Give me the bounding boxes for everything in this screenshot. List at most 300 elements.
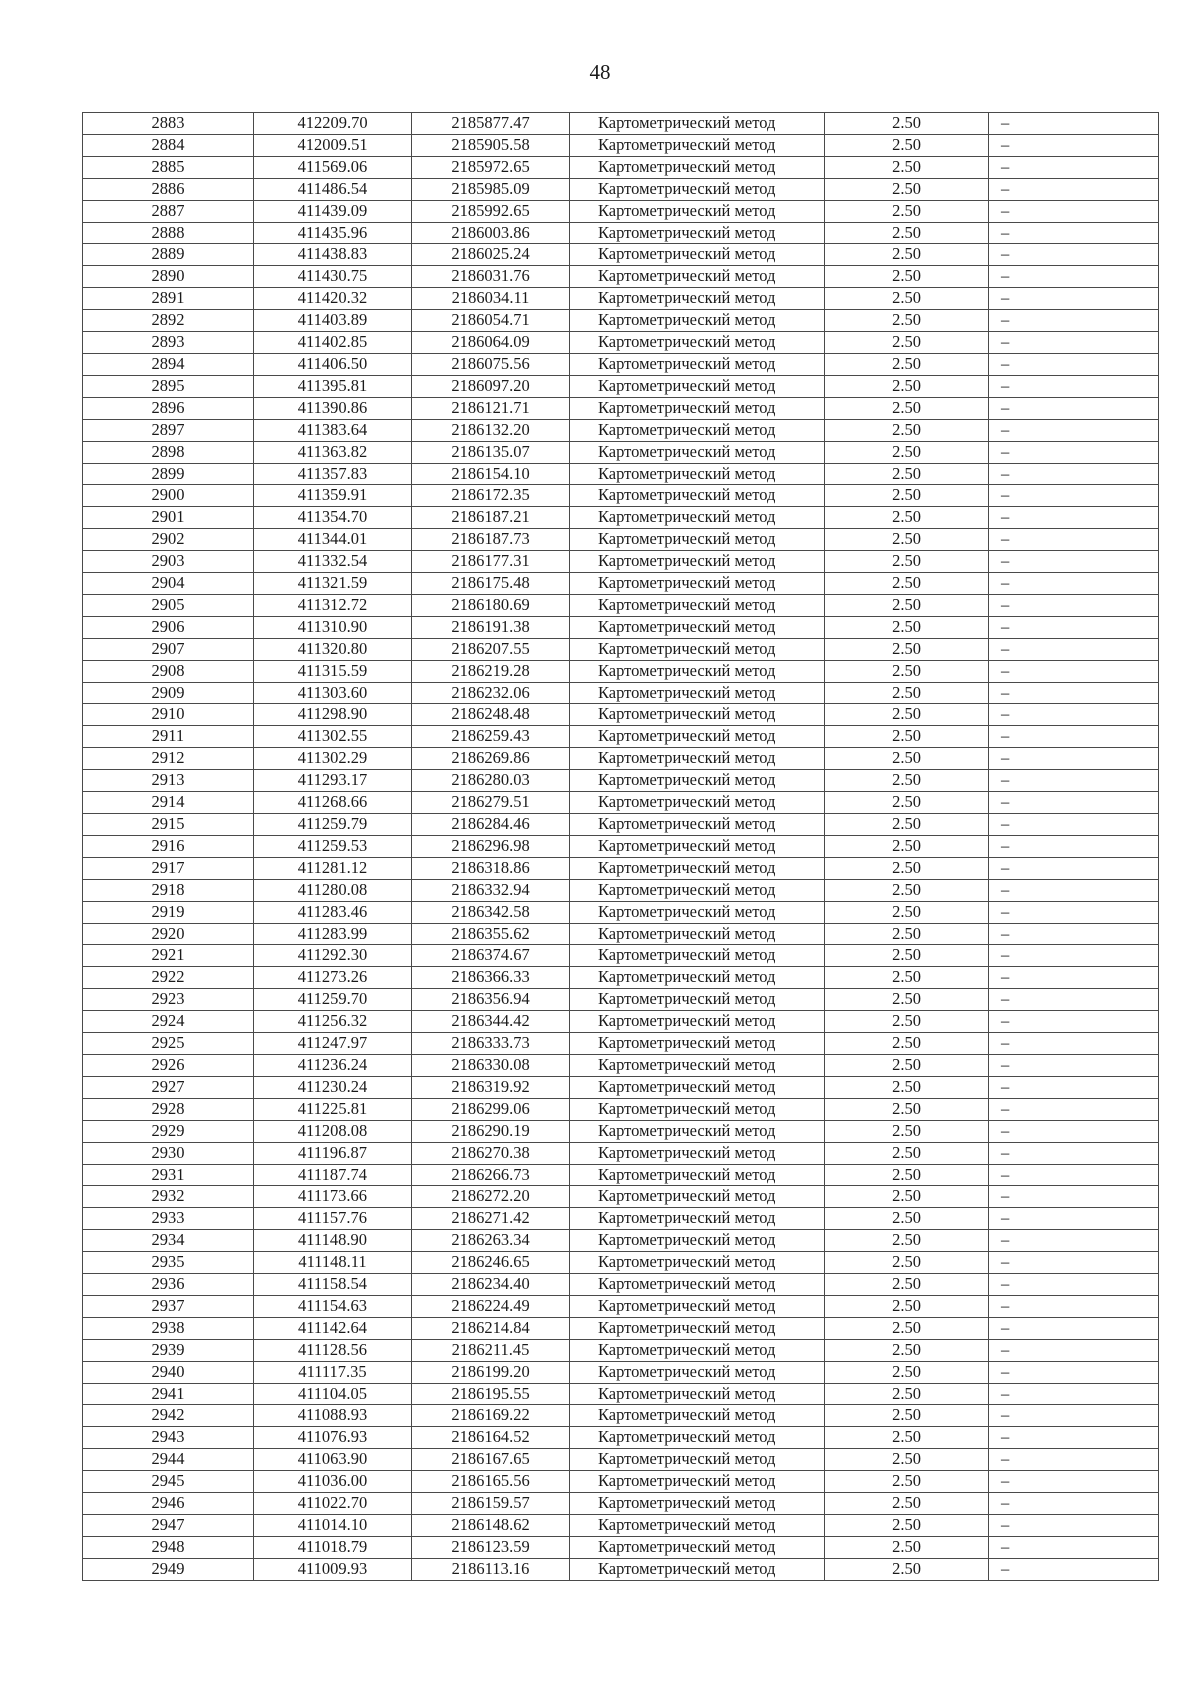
note-cell: – [989,1536,1159,1558]
accuracy-cell: 2.50 [825,353,989,375]
table-row [83,1449,1159,1471]
note-cell: – [989,332,1159,354]
y-coordinate-cell: 2186113.16 [412,1558,570,1580]
x-coordinate-cell: 411283.99 [254,923,412,945]
accuracy-cell: 2.50 [825,1558,989,1580]
accuracy-cell: 2.50 [825,989,989,1011]
accuracy-cell: 2.50 [825,332,989,354]
table-row [83,156,1159,178]
y-coordinate-cell: 2185985.09 [412,178,570,200]
accuracy-cell: 2.50 [825,463,989,485]
note-cell: – [989,419,1159,441]
table-row [83,770,1159,792]
point-number-cell: 2944 [83,1449,254,1471]
point-number-cell: 2929 [83,1120,254,1142]
method-cell: Картометрический метод [570,156,825,178]
note-cell: – [989,134,1159,156]
point-number-cell: 2921 [83,945,254,967]
point-number-cell: 2893 [83,332,254,354]
point-number-cell: 2935 [83,1252,254,1274]
y-coordinate-cell: 2186207.55 [412,638,570,660]
x-coordinate-cell: 411022.70 [254,1493,412,1515]
note-cell: – [989,1493,1159,1515]
y-coordinate-cell: 2186199.20 [412,1361,570,1383]
method-cell: Картометрический метод [570,397,825,419]
method-cell: Картометрический метод [570,1493,825,1515]
x-coordinate-cell: 411173.66 [254,1186,412,1208]
method-cell: Картометрический метод [570,222,825,244]
method-cell: Картометрический метод [570,1164,825,1186]
accuracy-cell: 2.50 [825,857,989,879]
point-number-cell: 2919 [83,901,254,923]
note-cell: – [989,1186,1159,1208]
table-row [83,1208,1159,1230]
x-coordinate-cell: 411283.46 [254,901,412,923]
accuracy-cell: 2.50 [825,1536,989,1558]
note-cell: – [989,660,1159,682]
table-row [83,1339,1159,1361]
point-number-cell: 2884 [83,134,254,156]
y-coordinate-cell: 2186187.73 [412,529,570,551]
point-number-cell: 2908 [83,660,254,682]
y-coordinate-cell: 2186187.21 [412,507,570,529]
y-coordinate-cell: 2185992.65 [412,200,570,222]
x-coordinate-cell: 411395.81 [254,375,412,397]
x-coordinate-cell: 411236.24 [254,1054,412,1076]
accuracy-cell: 2.50 [825,288,989,310]
method-cell: Картометрический метод [570,332,825,354]
y-coordinate-cell: 2186290.19 [412,1120,570,1142]
x-coordinate-cell: 411009.93 [254,1558,412,1580]
x-coordinate-cell: 411315.59 [254,660,412,682]
accuracy-cell: 2.50 [825,485,989,507]
y-coordinate-cell: 2186248.48 [412,704,570,726]
x-coordinate-cell: 411259.53 [254,835,412,857]
coordinates-table [82,112,1159,1581]
accuracy-cell: 2.50 [825,1405,989,1427]
note-cell: – [989,1471,1159,1493]
note-cell: – [989,1033,1159,1055]
method-cell: Картометрический метод [570,134,825,156]
method-cell: Картометрический метод [570,1427,825,1449]
y-coordinate-cell: 2186234.40 [412,1274,570,1296]
note-cell: – [989,1142,1159,1164]
table-row [83,857,1159,879]
method-cell: Картометрический метод [570,726,825,748]
x-coordinate-cell: 411117.35 [254,1361,412,1383]
note-cell: – [989,923,1159,945]
method-cell: Картометрический метод [570,1339,825,1361]
x-coordinate-cell: 411273.26 [254,967,412,989]
table-row [83,529,1159,551]
point-number-cell: 2933 [83,1208,254,1230]
point-number-cell: 2942 [83,1405,254,1427]
accuracy-cell: 2.50 [825,1493,989,1515]
x-coordinate-cell: 411359.91 [254,485,412,507]
point-number-cell: 2903 [83,551,254,573]
table-row [83,682,1159,704]
y-coordinate-cell: 2186164.52 [412,1427,570,1449]
point-number-cell: 2924 [83,1011,254,1033]
note-cell: – [989,288,1159,310]
note-cell: – [989,1295,1159,1317]
table-row [83,594,1159,616]
accuracy-cell: 2.50 [825,1449,989,1471]
y-coordinate-cell: 2186271.42 [412,1208,570,1230]
method-cell: Картометрический метод [570,1558,825,1580]
point-number-cell: 2901 [83,507,254,529]
table-row [83,1515,1159,1537]
note-cell: – [989,1076,1159,1098]
x-coordinate-cell: 411439.09 [254,200,412,222]
note-cell: – [989,770,1159,792]
point-number-cell: 2915 [83,814,254,836]
point-number-cell: 2923 [83,989,254,1011]
accuracy-cell: 2.50 [825,397,989,419]
table-row [83,967,1159,989]
point-number-cell: 2938 [83,1317,254,1339]
point-number-cell: 2934 [83,1230,254,1252]
x-coordinate-cell: 411187.74 [254,1164,412,1186]
method-cell: Картометрический метод [570,1076,825,1098]
method-cell: Картометрический метод [570,1449,825,1471]
point-number-cell: 2887 [83,200,254,222]
point-number-cell: 2922 [83,967,254,989]
table-row [83,113,1159,135]
x-coordinate-cell: 411390.86 [254,397,412,419]
table-row [83,616,1159,638]
note-cell: – [989,200,1159,222]
note-cell: – [989,638,1159,660]
method-cell: Картометрический метод [570,901,825,923]
point-number-cell: 2945 [83,1471,254,1493]
note-cell: – [989,1361,1159,1383]
table-row [83,704,1159,726]
table-row [83,288,1159,310]
x-coordinate-cell: 411332.54 [254,551,412,573]
accuracy-cell: 2.50 [825,638,989,660]
y-coordinate-cell: 2186172.35 [412,485,570,507]
y-coordinate-cell: 2186064.09 [412,332,570,354]
point-number-cell: 2949 [83,1558,254,1580]
table-row [83,353,1159,375]
accuracy-cell: 2.50 [825,529,989,551]
point-number-cell: 2920 [83,923,254,945]
table-row [83,989,1159,1011]
x-coordinate-cell: 411014.10 [254,1515,412,1537]
method-cell: Картометрический метод [570,266,825,288]
x-coordinate-cell: 411063.90 [254,1449,412,1471]
point-number-cell: 2897 [83,419,254,441]
point-number-cell: 2907 [83,638,254,660]
y-coordinate-cell: 2186003.86 [412,222,570,244]
note-cell: – [989,1011,1159,1033]
table-row [83,1164,1159,1186]
point-number-cell: 2930 [83,1142,254,1164]
point-number-cell: 2912 [83,748,254,770]
note-cell: – [989,704,1159,726]
method-cell: Картометрический метод [570,989,825,1011]
y-coordinate-cell: 2185972.65 [412,156,570,178]
note-cell: – [989,1449,1159,1471]
table-row [83,814,1159,836]
x-coordinate-cell: 411256.32 [254,1011,412,1033]
table-row [83,134,1159,156]
x-coordinate-cell: 412009.51 [254,134,412,156]
y-coordinate-cell: 2186366.33 [412,967,570,989]
x-coordinate-cell: 411280.08 [254,879,412,901]
accuracy-cell: 2.50 [825,200,989,222]
note-cell: – [989,1558,1159,1580]
point-number-cell: 2889 [83,244,254,266]
x-coordinate-cell: 411402.85 [254,332,412,354]
table-row [83,1186,1159,1208]
point-number-cell: 2900 [83,485,254,507]
table-row [83,244,1159,266]
note-cell: – [989,244,1159,266]
accuracy-cell: 2.50 [825,594,989,616]
point-number-cell: 2925 [83,1033,254,1055]
accuracy-cell: 2.50 [825,1076,989,1098]
y-coordinate-cell: 2186034.11 [412,288,570,310]
point-number-cell: 2927 [83,1076,254,1098]
x-coordinate-cell: 411158.54 [254,1274,412,1296]
method-cell: Картометрический метод [570,1033,825,1055]
x-coordinate-cell: 411302.29 [254,748,412,770]
method-cell: Картометрический метод [570,1405,825,1427]
method-cell: Картометрический метод [570,1383,825,1405]
method-cell: Картометрический метод [570,353,825,375]
point-number-cell: 2940 [83,1361,254,1383]
note-cell: – [989,1405,1159,1427]
y-coordinate-cell: 2186272.20 [412,1186,570,1208]
y-coordinate-cell: 2186121.71 [412,397,570,419]
table-row [83,419,1159,441]
method-cell: Картометрический метод [570,1471,825,1493]
y-coordinate-cell: 2186148.62 [412,1515,570,1537]
point-number-cell: 2916 [83,835,254,857]
note-cell: – [989,266,1159,288]
method-cell: Картометрический метод [570,1536,825,1558]
accuracy-cell: 2.50 [825,551,989,573]
table-row [83,1405,1159,1427]
accuracy-cell: 2.50 [825,1098,989,1120]
x-coordinate-cell: 411268.66 [254,792,412,814]
accuracy-cell: 2.50 [825,266,989,288]
accuracy-cell: 2.50 [825,441,989,463]
table-body [83,113,1159,1581]
point-number-cell: 2905 [83,594,254,616]
y-coordinate-cell: 2186123.59 [412,1536,570,1558]
table-row [83,1011,1159,1033]
point-number-cell: 2926 [83,1054,254,1076]
accuracy-cell: 2.50 [825,1011,989,1033]
point-number-cell: 2943 [83,1427,254,1449]
point-number-cell: 2895 [83,375,254,397]
x-coordinate-cell: 412209.70 [254,113,412,135]
y-coordinate-cell: 2186319.92 [412,1076,570,1098]
method-cell: Картометрический метод [570,419,825,441]
note-cell: – [989,551,1159,573]
table-row [83,1558,1159,1580]
accuracy-cell: 2.50 [825,879,989,901]
y-coordinate-cell: 2186159.57 [412,1493,570,1515]
point-number-cell: 2909 [83,682,254,704]
method-cell: Картометрический метод [570,1515,825,1537]
x-coordinate-cell: 411321.59 [254,573,412,595]
accuracy-cell: 2.50 [825,1186,989,1208]
y-coordinate-cell: 2186246.65 [412,1252,570,1274]
x-coordinate-cell: 411354.70 [254,507,412,529]
note-cell: – [989,879,1159,901]
accuracy-cell: 2.50 [825,967,989,989]
method-cell: Картометрический метод [570,923,825,945]
table-row [83,1536,1159,1558]
point-number-cell: 2941 [83,1383,254,1405]
point-number-cell: 2891 [83,288,254,310]
table-row [83,573,1159,595]
y-coordinate-cell: 2186270.38 [412,1142,570,1164]
note-cell: – [989,792,1159,814]
accuracy-cell: 2.50 [825,1515,989,1537]
x-coordinate-cell: 411148.11 [254,1252,412,1274]
y-coordinate-cell: 2186175.48 [412,573,570,595]
note-cell: – [989,113,1159,135]
method-cell: Картометрический метод [570,770,825,792]
point-number-cell: 2928 [83,1098,254,1120]
note-cell: – [989,1252,1159,1274]
note-cell: – [989,573,1159,595]
note-cell: – [989,967,1159,989]
table-row [83,638,1159,660]
accuracy-cell: 2.50 [825,1471,989,1493]
method-cell: Картометрический метод [570,375,825,397]
table-row [83,660,1159,682]
x-coordinate-cell: 411486.54 [254,178,412,200]
method-cell: Картометрический метод [570,463,825,485]
accuracy-cell: 2.50 [825,244,989,266]
note-cell: – [989,726,1159,748]
point-number-cell: 2885 [83,156,254,178]
note-cell: – [989,857,1159,879]
table-row [83,1493,1159,1515]
note-cell: – [989,375,1159,397]
note-cell: – [989,156,1159,178]
x-coordinate-cell: 411292.30 [254,945,412,967]
method-cell: Картометрический метод [570,1054,825,1076]
accuracy-cell: 2.50 [825,770,989,792]
x-coordinate-cell: 411302.55 [254,726,412,748]
note-cell: – [989,1339,1159,1361]
method-cell: Картометрический метод [570,1252,825,1274]
x-coordinate-cell: 411293.17 [254,770,412,792]
table-row [83,1076,1159,1098]
point-number-cell: 2886 [83,178,254,200]
accuracy-cell: 2.50 [825,748,989,770]
x-coordinate-cell: 411303.60 [254,682,412,704]
y-coordinate-cell: 2186135.07 [412,441,570,463]
accuracy-cell: 2.50 [825,1383,989,1405]
method-cell: Картометрический метод [570,485,825,507]
accuracy-cell: 2.50 [825,419,989,441]
note-cell: – [989,594,1159,616]
method-cell: Картометрический метод [570,310,825,332]
method-cell: Картометрический метод [570,288,825,310]
y-coordinate-cell: 2186284.46 [412,814,570,836]
y-coordinate-cell: 2185877.47 [412,113,570,135]
y-coordinate-cell: 2186195.55 [412,1383,570,1405]
y-coordinate-cell: 2186318.86 [412,857,570,879]
accuracy-cell: 2.50 [825,1427,989,1449]
table-row [83,792,1159,814]
point-number-cell: 2947 [83,1515,254,1537]
x-coordinate-cell: 411247.97 [254,1033,412,1055]
table-row [83,485,1159,507]
accuracy-cell: 2.50 [825,1142,989,1164]
point-number-cell: 2936 [83,1274,254,1296]
table-row [83,879,1159,901]
method-cell: Картометрический метод [570,1317,825,1339]
y-coordinate-cell: 2186356.94 [412,989,570,1011]
table-row [83,1230,1159,1252]
table-row [83,1054,1159,1076]
point-number-cell: 2906 [83,616,254,638]
y-coordinate-cell: 2186191.38 [412,616,570,638]
y-coordinate-cell: 2186269.86 [412,748,570,770]
accuracy-cell: 2.50 [825,1208,989,1230]
point-number-cell: 2904 [83,573,254,595]
table-row [83,375,1159,397]
x-coordinate-cell: 411569.06 [254,156,412,178]
table-row [83,835,1159,857]
x-coordinate-cell: 411157.76 [254,1208,412,1230]
accuracy-cell: 2.50 [825,616,989,638]
note-cell: – [989,616,1159,638]
y-coordinate-cell: 2186177.31 [412,551,570,573]
y-coordinate-cell: 2186132.20 [412,419,570,441]
accuracy-cell: 2.50 [825,792,989,814]
table-row [83,1317,1159,1339]
point-number-cell: 2890 [83,266,254,288]
y-coordinate-cell: 2186299.06 [412,1098,570,1120]
method-cell: Картометрический метод [570,1361,825,1383]
x-coordinate-cell: 411088.93 [254,1405,412,1427]
note-cell: – [989,835,1159,857]
point-number-cell: 2892 [83,310,254,332]
y-coordinate-cell: 2186259.43 [412,726,570,748]
method-cell: Картометрический метод [570,200,825,222]
table-row [83,200,1159,222]
table-row [83,222,1159,244]
method-cell: Картометрический метод [570,638,825,660]
method-cell: Картометрический метод [570,1098,825,1120]
note-cell: – [989,441,1159,463]
note-cell: – [989,353,1159,375]
accuracy-cell: 2.50 [825,310,989,332]
table-row [83,901,1159,923]
method-cell: Картометрический метод [570,967,825,989]
x-coordinate-cell: 411154.63 [254,1295,412,1317]
y-coordinate-cell: 2186097.20 [412,375,570,397]
x-coordinate-cell: 411406.50 [254,353,412,375]
table-row [83,923,1159,945]
point-number-cell: 2914 [83,792,254,814]
method-cell: Картометрический метод [570,660,825,682]
note-cell: – [989,1230,1159,1252]
point-number-cell: 2888 [83,222,254,244]
x-coordinate-cell: 411018.79 [254,1536,412,1558]
y-coordinate-cell: 2186211.45 [412,1339,570,1361]
